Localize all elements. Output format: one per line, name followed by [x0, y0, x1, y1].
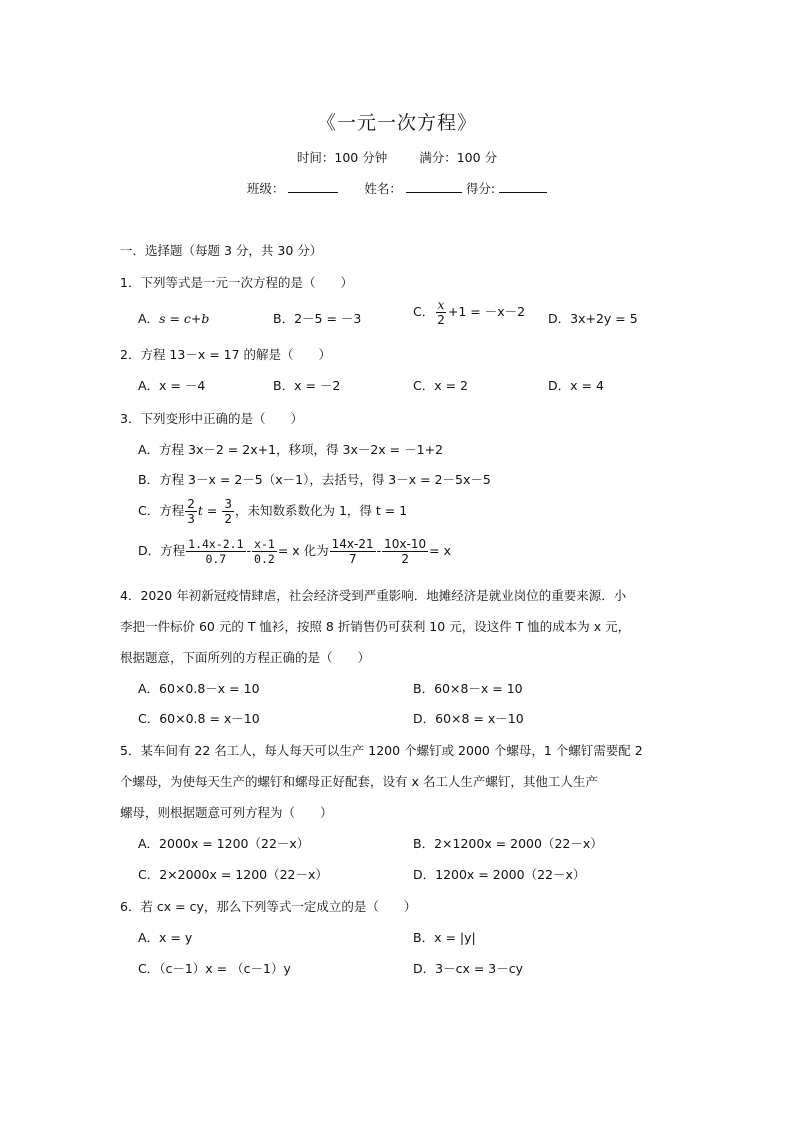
fraction: $\frac{x-1}{0.2}$	[254, 537, 275, 566]
question-4-option-c: C．60×0.8 = x－10	[138, 711, 260, 726]
name-blank	[406, 180, 462, 193]
question-6-stem: 6．若 cx = cy，那么下列等式一定成立的是（ ）	[120, 899, 417, 914]
question-4-option-a: A．60×0.8－x = 10	[138, 681, 260, 696]
question-4-line-2: 李把一件标价 60 元的 T 恤衫，按照 8 折销售仍可获利 10 元，设这件 T 恤的成本为 x 元，	[120, 619, 631, 634]
points-label: 得分:	[465, 181, 496, 196]
question-1-option-d: D．3x+2y = 5	[548, 311, 638, 326]
points-blank	[499, 180, 547, 193]
class-blank	[288, 180, 338, 193]
question-3-option-c: C．方程 $\frac{2}{3}$ t = $\frac{3}{2}$ ，未知数系数化为 1，得 t = 1	[138, 497, 408, 526]
question-3-option-a: A．方程 3x－2 = 2x+1，移项，得 3x－2x = －1+2	[138, 442, 443, 457]
question-1-option-a: A．s = c+b	[138, 311, 210, 326]
score-label: 满分：100 分	[419, 150, 498, 165]
question-5-line-1: 5．某车间有 22 名工人，每人每天可以生产 1200 个螺钉或 2000 个螺母，1 个螺钉需要配 2	[120, 743, 643, 758]
question-4-option-d: D．60×8 = x－10	[413, 711, 524, 726]
time-label: 时间：100 分钟	[296, 150, 388, 165]
question-4-line-1: 4．2020 年初新冠疫情肆虐，社会经济受到严重影响．地摊经济是就业岗位的重要来源．小	[120, 588, 627, 603]
question-4-option-b: B．60×8－x = 10	[413, 681, 523, 696]
question-3-option-d: D．方程 $\frac{1.4x-2.1}{0.7}$ - $\frac{x-1}{0.2}$ = x 化为 $\frac{14x-21}{7}$ - $\frac{10x-10}{2}$ = x	[138, 537, 451, 566]
question-6-option-b: B．x = |y|	[413, 930, 476, 945]
question-5-option-b: B．2×1200x = 2000（22－x）	[413, 836, 603, 851]
class-label: 班级：	[246, 181, 285, 196]
question-5-option-a: A．2000x = 1200（22－x）	[138, 836, 310, 851]
question-2-option-b: B．x = －2	[273, 378, 341, 393]
question-5-option-d: D．1200x = 2000（22－x）	[413, 867, 586, 882]
name-label: 姓名：	[364, 181, 402, 196]
question-5-line-3: 螺母，则根据题意可列方程为（ ）	[120, 805, 333, 820]
question-5-line-2: 个螺母，为使每天生产的螺钉和螺母正好配套，设有 x 名工人生产螺钉，其他工人生产	[120, 774, 598, 789]
fraction: $\frac{3}{2}$	[224, 497, 232, 526]
fraction: $\frac{1.4x-2.1}{0.7}$	[188, 537, 244, 566]
question-1-stem: 1．下列等式是一元一次方程的是（ ）	[120, 275, 353, 290]
question-3-stem: 3．下列变形中正确的是（ ）	[120, 411, 303, 426]
fraction: $\frac{14x-21}{7}$	[331, 537, 374, 566]
question-6-option-a: A．x = y	[138, 930, 193, 945]
exam-info-line	[0, 148, 794, 166]
question-2-stem: 2．方程 13－x = 17 的解是（ ）	[120, 347, 332, 362]
section-heading: 一．选择题（每题 3 分，共 30 分）	[120, 243, 323, 258]
question-1-option-b: B．2－5 = －3	[273, 311, 362, 326]
question-2-option-a: A．x = －4	[138, 378, 206, 393]
question-2-option-c: C．x = 2	[413, 378, 468, 393]
question-1-option-c: C． $\frac{x}{2}$ +1 = －x－2	[413, 298, 526, 327]
question-3-option-b: B．方程 3－x = 2－5（x－1），去括号，得 3－x = 2－5x－5	[138, 472, 491, 487]
fraction: $\frac{10x-10}{2}$	[384, 537, 427, 566]
question-6-option-d: D．3－cx = 3－cy	[413, 961, 523, 976]
student-info-line	[0, 179, 794, 197]
fraction: $\frac{2}{3}$	[187, 497, 195, 526]
question-5-option-c: C．2×2000x = 1200（22－x）	[138, 867, 328, 882]
question-6-option-c: C．（c－1）x = （c－1）y	[138, 961, 291, 976]
question-4-line-3: 根据题意，下面所列的方程正确的是（ ）	[120, 650, 371, 665]
fraction: $\frac{x}{2}$	[437, 298, 445, 327]
question-2-option-d: D．x = 4	[548, 378, 604, 393]
exam-title: 《一元一次方程》	[316, 112, 477, 134]
